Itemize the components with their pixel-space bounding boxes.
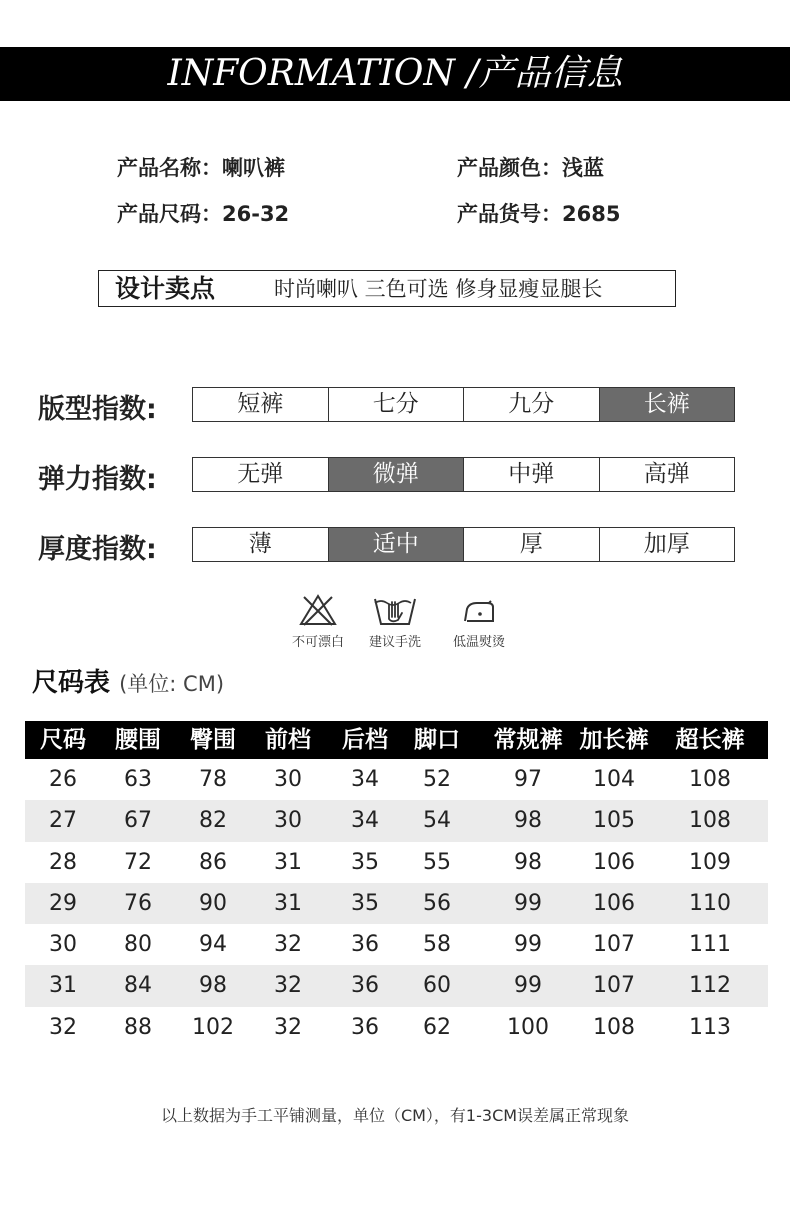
thickness-option: 加厚 [599,528,735,561]
table-cell: 108 [593,1014,635,1040]
column-header: 臀围 [190,727,236,753]
product-size: 产品尺码：26-32 [117,202,290,226]
column-header: 脚口 [414,727,460,753]
size-chart-title [32,662,224,699]
table-cell: 62 [423,1014,451,1040]
stretch-option: 微弹 [328,458,464,491]
no-bleach-icon [298,593,338,627]
table-cell: 31 [274,890,302,916]
size-chart-table [25,721,768,1048]
table-cell: 100 [507,1014,549,1040]
table-cell: 27 [49,808,77,834]
table-cell: 54 [423,808,451,834]
table-cell: 107 [593,932,635,958]
table-row [25,842,768,883]
column-header: 前档 [265,727,311,753]
selling-points-text: 时尚喇叭 三色可选 修身显瘦显腿长 [274,277,603,301]
table-cell: 110 [689,890,731,916]
table-cell: 56 [423,890,451,916]
table-cell: 90 [199,890,227,916]
header-banner [0,47,790,101]
product-name: 产品名称：喇叭裤 [117,156,285,180]
table-cell: 102 [192,1014,234,1040]
thickness-index-bar [192,527,735,562]
stretch-index-label: 弹力指数: [38,464,157,495]
table-cell: 82 [199,808,227,834]
table-cell: 98 [199,973,227,999]
table-cell: 35 [351,890,379,916]
hand-wash-icon [372,593,418,627]
table-cell: 98 [514,849,542,875]
column-header: 尺码 [40,727,86,753]
table-cell: 80 [124,932,152,958]
table-cell: 86 [199,849,227,875]
table-cell: 72 [124,849,152,875]
selling-points-title: 设计卖点 [115,274,216,303]
table-cell: 34 [351,808,379,834]
fit-option: 九分 [463,388,599,421]
table-cell: 55 [423,849,451,875]
table-cell: 52 [423,767,451,792]
fit-index-label: 版型指数: [38,394,157,425]
table-cell: 113 [689,1014,731,1040]
table-row [25,759,768,800]
care-hand-wash [350,593,440,650]
table-cell: 109 [689,849,731,875]
table-cell: 99 [514,890,542,916]
thickness-option: 适中 [328,528,464,561]
table-cell: 78 [199,767,227,792]
table-cell: 31 [274,849,302,875]
table-row [25,883,768,924]
table-cell: 30 [49,932,77,958]
table-cell: 107 [593,973,635,999]
fit-index-bar [192,387,735,422]
table-cell: 67 [124,808,152,834]
table-cell: 36 [351,932,379,958]
table-cell: 88 [124,1014,152,1040]
table-cell: 58 [423,932,451,958]
column-header: 后档 [342,727,388,753]
table-cell: 63 [124,767,152,792]
stretch-option: 无弹 [237,461,284,487]
table-row [25,965,768,1006]
table-cell: 32 [274,1014,302,1040]
table-cell: 36 [351,1014,379,1040]
fit-option: 长裤 [599,388,735,421]
table-cell: 105 [593,808,635,834]
table-cell: 84 [124,973,152,999]
table-cell: 76 [124,890,152,916]
size-chart-unit: (单位: CM) [119,672,225,696]
product-code: 产品货号：2685 [457,202,621,226]
measurement-footnote: 以上数据为手工平铺测量，单位（CM），有1-3CM误差属正常现象 [160,1106,630,1125]
table-cell: 30 [274,808,302,834]
table-cell: 28 [49,849,77,875]
size-chart-heading: 尺码表 [32,668,111,698]
care-label: 低温熨烫 [452,635,505,650]
table-cell: 32 [49,1014,77,1040]
table-cell: 98 [514,808,542,834]
selling-points-box [98,270,676,307]
low-iron-icon [459,593,499,627]
stretch-option: 中弹 [463,458,599,491]
table-cell: 99 [514,973,542,999]
table-row [25,800,768,841]
table-cell: 34 [351,767,379,792]
care-label: 不可漂白 [291,635,344,650]
table-cell: 35 [351,849,379,875]
stretch-option: 高弹 [599,458,735,491]
table-row [25,1007,768,1048]
table-cell: 108 [689,808,731,834]
care-label: 建议手洗 [368,635,421,650]
thickness-index-label: 厚度指数: [38,534,157,565]
table-cell: 111 [689,932,731,958]
column-header: 常规裤 [493,727,563,753]
stretch-index-bar [192,457,735,492]
table-cell: 104 [593,767,635,792]
table-cell: 29 [49,890,77,916]
table-row [25,924,768,965]
product-color: 产品颜色：浅蓝 [457,156,604,180]
table-cell: 106 [593,849,635,875]
table-cell: 60 [423,973,451,999]
care-low-iron [434,593,524,650]
column-header: 加长裤 [579,727,649,753]
table-cell: 108 [689,767,731,792]
table-cell: 36 [351,973,379,999]
column-header: 腰围 [115,727,161,753]
table-cell: 112 [689,973,731,999]
table-cell: 97 [514,767,542,792]
fit-option: 七分 [328,388,464,421]
table-cell: 32 [274,932,302,958]
table-header [25,721,768,759]
table-cell: 99 [514,932,542,958]
table-cell: 26 [49,767,77,792]
fit-option: 短裤 [237,391,284,417]
table-cell: 31 [49,973,77,999]
thickness-option: 薄 [248,531,272,557]
table-cell: 94 [199,932,227,958]
table-cell: 32 [274,973,302,999]
table-cell: 30 [274,767,302,792]
column-header: 超长裤 [675,727,745,753]
banner-title: INFORMATION /产品信息 [167,53,623,94]
table-cell: 106 [593,890,635,916]
thickness-option: 厚 [463,528,599,561]
